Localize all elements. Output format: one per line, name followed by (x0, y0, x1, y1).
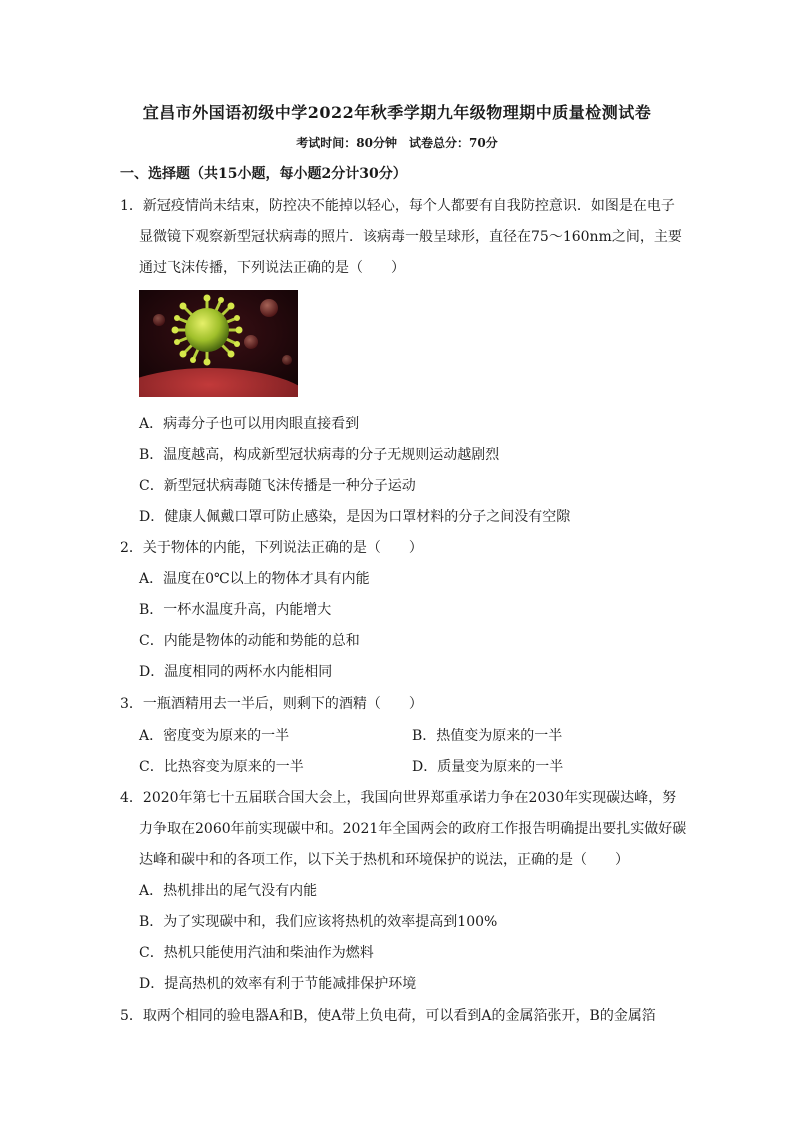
question-4-line-3: 达峰和碳中和的各项工作，以下关于热机和环境保护的说法，正确的是（ ） (139, 852, 629, 868)
page-title: 宜昌市外国语初级中学2022年秋季学期九年级物理期中质量检测试卷 (142, 103, 652, 122)
question-3-option-d: D．质量变为原来的一半 (412, 759, 564, 775)
question-4-option-b: B．为了实现碳中和，我们应该将热机的效率提高到100% (139, 914, 498, 930)
question-1-option-a: A．病毒分子也可以用肉眼直接看到 (139, 416, 360, 432)
question-1-option-d: D．健康人佩戴口罩可防止感染，是因为口罩材料的分子之间没有空隙 (139, 509, 571, 525)
question-1-line-2: 显微镜下观察新型冠状病毒的照片．该病毒一般呈球形，直径在75～160nm之间，主要 (139, 229, 682, 245)
question-1-option-b: B．温度越高，构成新型冠状病毒的分子无规则运动越剧烈 (139, 447, 500, 463)
question-2-option-c: C．内能是物体的动能和势能的总和 (139, 633, 360, 649)
question-4-option-c: C．热机只能使用汽油和柴油作为燃料 (139, 945, 374, 961)
question-1-option-c: C．新型冠状病毒随飞沫传播是一种分子运动 (139, 478, 416, 494)
question-2-option-a: A．温度在0℃以上的物体才具有内能 (139, 571, 370, 587)
question-4-option-a: A．热机排出的尾气没有内能 (139, 883, 318, 899)
question-4-line-1: 4．2020年第七十五届联合国大会上，我国向世界郑重承诺力争在2030年实现碳达峰，努 (120, 790, 677, 806)
question-4-line-2: 力争取在2060年前实现碳中和。2021年全国两会的政府工作报告明确提出要扎实做好碳 (139, 821, 687, 837)
question-2-option-d: D．温度相同的两杯水内能相同 (139, 664, 333, 680)
question-3-option-c: C．比热容变为原来的一半 (139, 759, 304, 775)
question-4-option-d: D．提高热机的效率有利于节能减排保护环境 (139, 976, 417, 992)
question-5-line-1: 5．取两个相同的验电器A和B，使A带上负电荷，可以看到A的金属箔张开，B的金属箔 (120, 1008, 656, 1024)
exam-info: 考试时间：80分钟 试卷总分：70分 (296, 136, 498, 150)
question-3-option-b: B．热值变为原来的一半 (412, 728, 563, 744)
question-2-line-1: 2．关于物体的内能，下列说法正确的是（ ） (120, 540, 423, 556)
question-3-line-1: 3．一瓶酒精用去一半后，则剩下的酒精（ ） (120, 696, 423, 712)
question-1-line-1: 1．新冠疫情尚未结束，防控决不能掉以轻心，每个人都要有自我防控意识．如图是在电子 (120, 198, 675, 214)
section-heading: 一、选择题（共15小题，每小题2分计30分） (120, 166, 407, 182)
question-3-option-a: A．密度变为原来的一半 (139, 728, 290, 744)
question-1-line-3: 通过飞沫传播，下列说法正确的是（ ） (139, 260, 405, 276)
question-2-option-b: B．一杯水温度升高，内能增大 (139, 602, 332, 618)
virus-micrograph-image (139, 290, 298, 397)
